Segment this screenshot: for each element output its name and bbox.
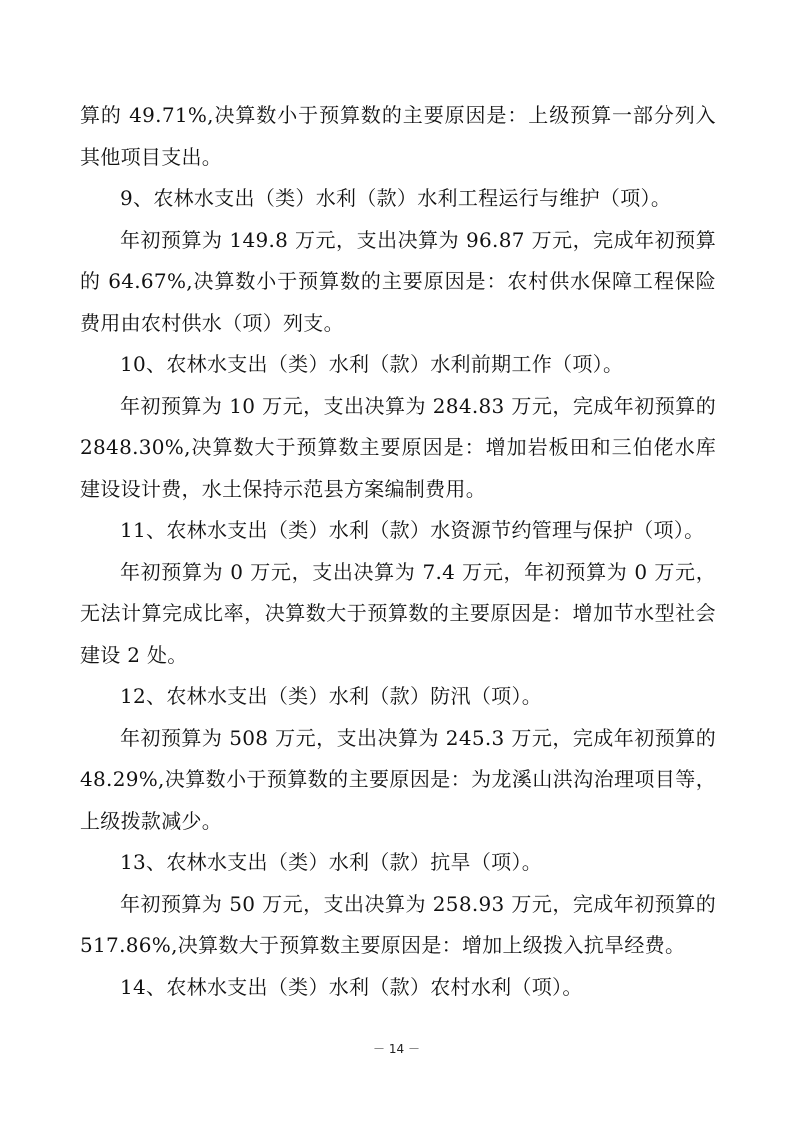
paragraph-item-9: 年初预算为 149.8 万元，支出决算为 96.87 万元，完成年初预算的 64.67%,决算数小于预算数的主要原因是：农村供水保障工程保险费用由农村供水（项）列支。 [80, 227, 716, 335]
paragraph-continuation: 算的 49.71%,决算数小于预算数的主要原因是：上级预算一部分列入其他项目支出。 [80, 103, 716, 169]
paragraph-item-10: 年初预算为 10 万元，支出决算为 284.83 万元，完成年初预算的 2848.30%,决算数大于预算数主要原因是：增加岩板田和三伯佬水库建设设计费，水土保持示范县方案编制费用。 [80, 393, 716, 501]
heading-item-9: 9、农林水支出（类）水利（款）水利工程运行与维护（项）。 [120, 186, 672, 210]
paragraph-item-12: 年初预算为 508 万元，支出决算为 245.3 万元，完成年初预算的 48.29%,决算数小于预算数的主要原因是：为龙溪山洪沟治理项目等，上级拨款减少。 [80, 725, 716, 833]
paragraph-item-13: 年初预算为 50 万元，支出决算为 258.93 万元，完成年初预算的 517.86%,决算数大于预算数主要原因是：增加上级拨入抗旱经费。 [80, 891, 716, 957]
heading-item-10: 10、农林水支出（类）水利（款）水利前期工作（项）。 [120, 352, 624, 376]
heading-item-13: 13、农林水支出（类）水利（款）抗旱（项）。 [120, 850, 543, 874]
page-number: － 14 － [373, 1042, 420, 1056]
document-body [80, 95, 716, 1008]
heading-item-12: 12、农林水支出（类）水利（款）防汛（项）。 [120, 684, 543, 708]
heading-item-14: 14、农林水支出（类）水利（款）农村水利（项）。 [120, 974, 583, 999]
heading-item-11: 11、农林水支出（类）水利（款）水资源节约管理与保护（项）。 [120, 518, 705, 542]
paragraph-item-11: 年初预算为 0 万元，支出决算为 7.4 万元，年初预算为 0 万元，无法计算完成比率，决算数大于预算数的主要原因是：增加节水型社会建设 2 处。 [80, 559, 716, 667]
